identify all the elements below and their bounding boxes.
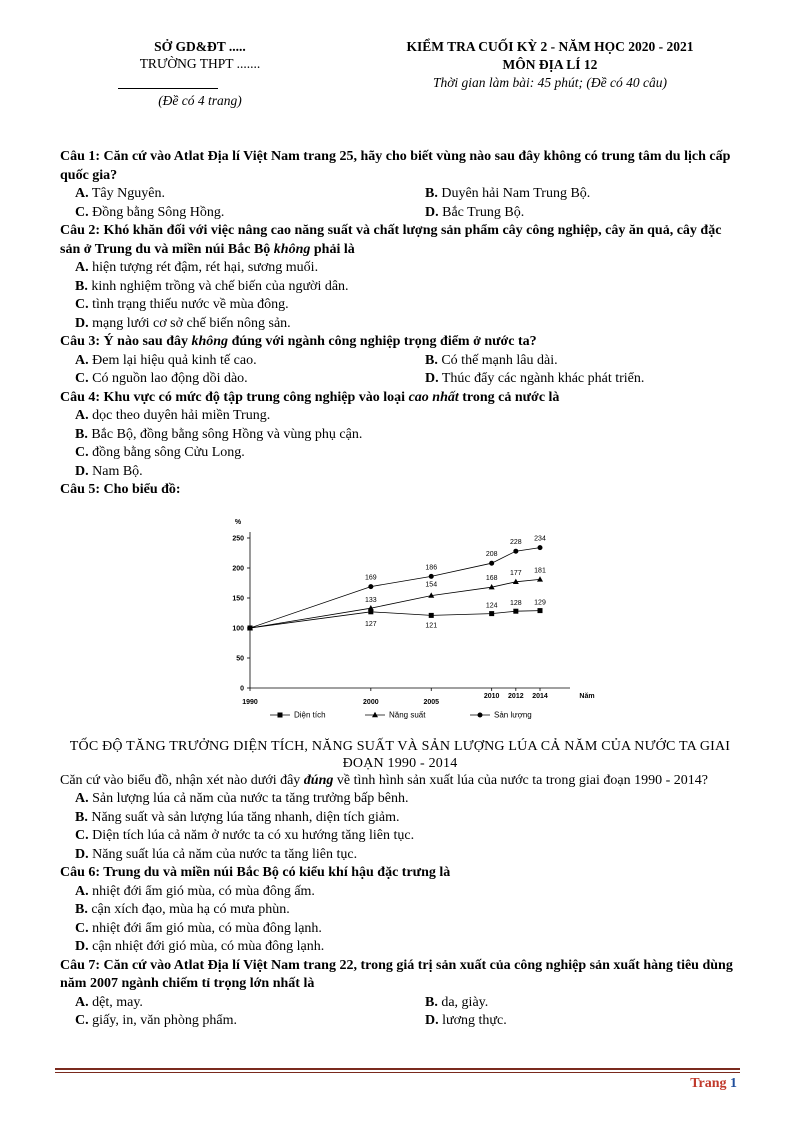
x-tick-label: 1990 xyxy=(242,698,258,706)
legend-marker xyxy=(372,711,378,716)
q1-option-d: D. Bắc Trung Bộ. xyxy=(425,204,525,220)
series-square-data-label: 129 xyxy=(534,599,546,607)
legend-marker xyxy=(478,712,483,717)
school-name: TRƯỜNG THPT ....... xyxy=(139,56,261,71)
q6-option-c: C. nhiệt đới ẩm gió mùa, có mùa đông lạnh. xyxy=(75,920,322,936)
q2-option-a: A. hiện tượng rét đậm, rét hại, sương muối. xyxy=(75,260,319,275)
question-4: Câu 4: Khu vực có mức độ tập trung công nghiệp vào loại cao nhất trong cả nước là xyxy=(60,389,560,405)
series-circle-data-label: 186 xyxy=(425,563,438,571)
question-1: Câu 1: Căn cứ vào Atlat Địa lí Việt Nam trang 25, hãy cho biết vùng nào sau đây không có trung tâm du lịch cấp quốc gia? xyxy=(60,149,731,183)
q3-option-d: D. Thúc đẩy các ngành khác phát triển. xyxy=(425,371,645,386)
y-tick-label: 0 xyxy=(240,685,244,692)
q7-options-row-2 xyxy=(60,1012,740,1031)
chart-title: TỐC ĐỘ TĂNG TRƯỞNG DIỆN TÍCH, NĂNG SUẤT VÀ SẢN LƯỢNG LÚA CẢ NĂM CỦA NƯỚC TA GIAI ĐOẠN 1990 - 2014 xyxy=(69,738,731,771)
y-tick-label: 150 xyxy=(232,595,244,602)
series-square-data-label: 127 xyxy=(364,620,377,628)
q2-option-d: D. mạng lưới cơ sở chế biến nông sản. xyxy=(75,315,291,331)
q1-option-b: B. Duyên hải Nam Trung Bộ. xyxy=(425,186,591,201)
q1-options-row-2 xyxy=(60,204,740,223)
series-circle-data-label: 228 xyxy=(509,538,522,546)
series-square-point xyxy=(538,608,543,613)
question-7: Câu 7: Căn cứ vào Atlat Địa lí Việt Nam trang 22, trong giá trị sản xuất của công nghiệp sản xuất hàng tiêu dùng năm 2007 ngành chiếm tỉ trọng lớn nhất là xyxy=(60,957,733,991)
footer-rule-thick xyxy=(55,1068,740,1070)
series-triangle-data-label: 133 xyxy=(364,596,377,604)
y-tick-label: 200 xyxy=(232,565,244,572)
header-divider xyxy=(118,88,218,89)
q6-option-d: D. cận nhiệt đới gió mùa, có mùa đông lạnh. xyxy=(75,939,325,954)
q3-option-c: C. Có nguồn lao động dồi dào. xyxy=(75,371,248,386)
series-circle-data-label: 234 xyxy=(534,535,546,543)
question-2: Câu 2: Khó khăn đối với việc nâng cao năng suất và chất lượng sản phẩm cây công nghiệp, cây ăn quả, cây đặc sản ở Trung du và miền núi Bắc Bộ không phải là xyxy=(60,223,722,257)
series-circle-point xyxy=(248,625,253,630)
question-5: Câu 5: Cho biểu đồ: xyxy=(60,482,181,497)
q4-option-c: C. đồng bằng sông Cửu Long. xyxy=(75,445,245,460)
x-tick-label: 2014 xyxy=(532,692,548,700)
series-circle-data-label: 208 xyxy=(485,550,498,558)
series-square-data-label: 121 xyxy=(425,621,438,629)
series-triangle-data-label: 168 xyxy=(485,574,498,582)
q5-option-d: D. Năng suất lúa cả năm của nước ta tăng liên tục. xyxy=(75,846,358,862)
series-square-point xyxy=(429,612,434,617)
q5-option-c: C. Diện tích lúa cả năm ở nước ta có xu hướng tăng liên tục. xyxy=(75,828,415,843)
footer-rule-thin xyxy=(55,1072,740,1073)
series-circle-point xyxy=(489,560,494,565)
y-tick-label: 100 xyxy=(232,625,244,632)
series-triangle-data-label: 181 xyxy=(534,566,546,574)
q4-option-a: A. dọc theo duyên hải miền Trung. xyxy=(75,408,271,423)
series-circle-point xyxy=(513,548,518,553)
x-tick-label: 2000 xyxy=(363,698,379,706)
exam-content xyxy=(60,148,740,1031)
series-circle-line xyxy=(250,547,540,627)
q3-option-a: A. Đem lại hiệu quả kinh tế cao. xyxy=(75,352,257,368)
x-axis-label: Năm xyxy=(579,692,595,700)
q4-option-d: D. Nam Bộ. xyxy=(75,463,143,479)
q1-options-row-1 xyxy=(60,185,740,204)
x-tick-label: 2012 xyxy=(508,692,524,700)
q2-option-c: C. tình trạng thiếu nước về mùa đông. xyxy=(75,297,289,312)
question-6: Câu 6: Trung du và miền núi Bắc Bộ có kiểu khí hậu đặc trưng là xyxy=(60,865,451,880)
q7-option-a: A. dệt, may. xyxy=(75,994,143,1010)
q6-option-b: B. cận xích đạo, mùa hạ có mưa phùn. xyxy=(75,902,290,917)
time-note: Thời gian làm bài: 45 phút; (Đề có 40 câu) xyxy=(432,75,668,90)
header-left xyxy=(100,38,300,72)
series-triangle-data-label: 154 xyxy=(425,581,438,589)
header-right xyxy=(340,38,760,92)
q7-option-b: B. da, giày. xyxy=(425,994,489,1010)
q3-options-row-1 xyxy=(60,352,740,371)
q6-option-a: A. nhiệt đới ẩm gió mùa, có mùa đông ấm. xyxy=(75,883,315,899)
q1-option-c: C. Đồng bằng Sông Hồng. xyxy=(75,204,225,220)
series-circle-point xyxy=(368,584,373,589)
q4-option-b: B. Bắc Bộ, đồng bằng sông Hồng và vùng phụ cận. xyxy=(75,426,363,442)
legend-label: Diện tích xyxy=(294,710,326,719)
y-tick-label: 250 xyxy=(232,535,244,542)
series-triangle-point xyxy=(537,576,543,581)
q5-option-b: B. Năng suất và sản lượng lúa tăng nhanh, diện tích giảm. xyxy=(75,809,400,825)
series-square-data-label: 128 xyxy=(509,599,522,607)
series-square-point xyxy=(513,608,518,613)
pages-note: (Đề có 4 trang) xyxy=(158,93,242,108)
q1-option-a: A. Tây Nguyên. xyxy=(75,186,165,201)
department-name: SỞ GD&ĐT ..... xyxy=(154,39,246,54)
q5-option-a: A. Sản lượng lúa cả năm của nước ta tăng trưởng bấp bênh. xyxy=(75,791,409,806)
q7-option-c: C. giấy, in, văn phòng phẩm. xyxy=(75,1013,238,1028)
series-circle-point xyxy=(429,573,434,578)
q7-options-row-1 xyxy=(60,994,740,1013)
x-tick-label: 2005 xyxy=(423,698,440,706)
series-square-data-label: 124 xyxy=(485,602,498,610)
series-circle-data-label: 169 xyxy=(364,574,377,582)
legend-label: Sản lượng xyxy=(494,710,532,719)
legend-label: Năng suất xyxy=(389,710,426,719)
q3-options-row-2 xyxy=(60,370,740,389)
subject-title: MÔN ĐỊA LÍ 12 xyxy=(502,57,598,72)
series-square-point xyxy=(489,611,494,616)
y-tick-label: 50 xyxy=(236,655,244,662)
series-square xyxy=(248,608,543,630)
q3-option-b: B. Có thế mạnh lâu dài. xyxy=(425,352,558,368)
series-triangle-data-label: 177 xyxy=(509,569,522,577)
growth-chart xyxy=(210,504,630,724)
series-circle xyxy=(248,545,543,630)
y-axis-label: % xyxy=(234,518,242,526)
growth-chart-svg xyxy=(210,504,630,724)
exam-title: KIỂM TRA CUỐI KỲ 2 - NĂM HỌC 2020 - 2021 xyxy=(406,39,694,54)
x-tick-label: 2010 xyxy=(483,692,500,700)
q7-option-d: D. lương thực. xyxy=(425,1013,507,1028)
page-number: Trang 1 xyxy=(690,1076,737,1091)
q2-option-b: B. kinh nghiệm trồng và chế biến của người dân. xyxy=(75,278,349,294)
series-circle-point xyxy=(538,545,543,550)
question-5-stem: Căn cứ vào biểu đồ, nhận xét nào dưới đây đúng về tình hình sản xuất lúa của nước ta trong giai đoạn 1990 - 2014? xyxy=(60,772,708,788)
question-3: Câu 3: Ý nào sau đây không đúng với ngành công nghiệp trọng điểm ở nước ta? xyxy=(60,334,537,349)
legend-marker xyxy=(278,712,283,717)
